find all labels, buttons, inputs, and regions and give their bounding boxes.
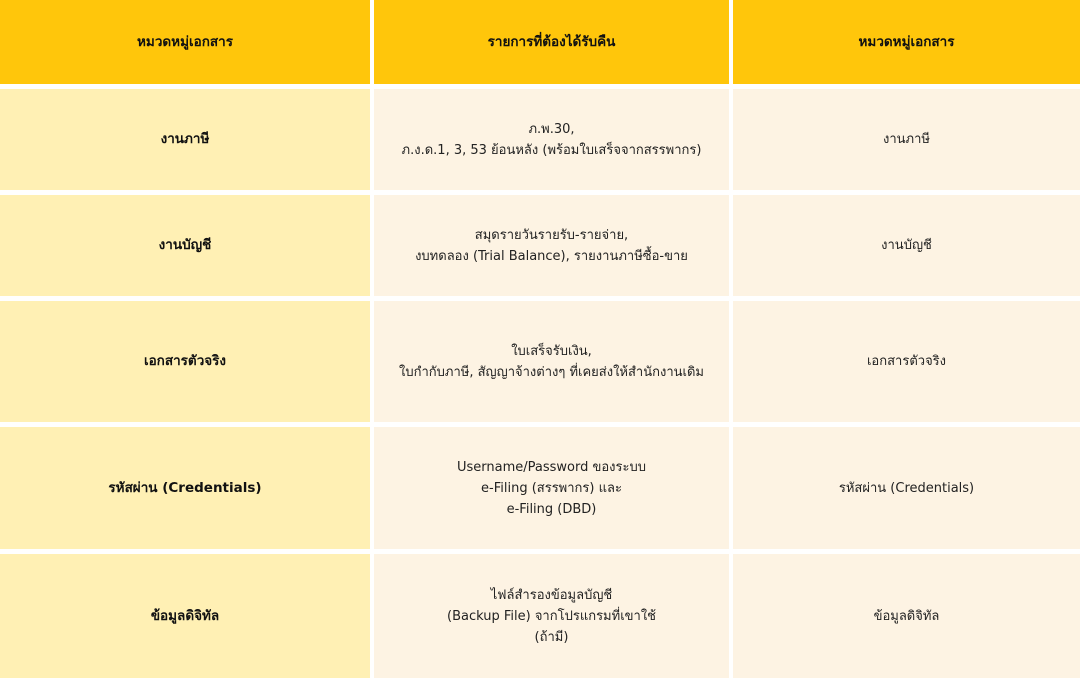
header-category-repeat: หมวดหมู่เอกสาร: [733, 0, 1080, 84]
row-1-items: [374, 89, 729, 190]
row-2-category-repeat: งานบัญชี: [733, 195, 1080, 296]
header-items-to-return: รายการที่ต้องได้รับคืน: [374, 0, 729, 84]
row-4-item-line: Username/Password ของระบบ: [456, 459, 646, 475]
row-3-category: เอกสารตัวจริง: [0, 301, 370, 422]
row-4-category-repeat: รหัสผ่าน (Credentials): [733, 427, 1080, 549]
row-5-item-line: (Backup File) จากโปรแกรมที่เขาใช้: [447, 608, 656, 624]
row-5-item-line: ไฟล์สำรองข้อมูลบัญชี: [490, 587, 613, 603]
row-2-item-line: งบทดลอง (Trial Balance), รายงานภาษีซื้อ-ขาย: [415, 248, 688, 264]
row-1-item-line: ภ.ง.ด.1, 3, 53 ย้อนหลัง (พร้อมใบเสร็จจากสรรพากร): [401, 142, 702, 158]
row-2-items: [374, 195, 729, 296]
row-5-items: [374, 554, 729, 678]
row-5-category-repeat: ข้อมูลดิจิทัล: [733, 554, 1080, 678]
row-2-item-line: สมุดรายวันรายรับ-รายจ่าย,: [474, 227, 629, 243]
row-3-category-repeat: เอกสารตัวจริง: [733, 301, 1080, 422]
row-4-item-line: e-Filing (DBD): [506, 501, 597, 517]
row-3-items: [374, 301, 729, 422]
row-5-category: ข้อมูลดิจิทัล: [0, 554, 370, 678]
row-2-category: งานบัญชี: [0, 195, 370, 296]
row-1-item-line: ภ.พ.30,: [528, 121, 575, 137]
row-5-item-line: (ถ้ามี): [534, 629, 569, 645]
row-1-category: งานภาษี: [0, 89, 370, 190]
row-3-item-line: ใบกำกับภาษี, สัญญาจ้างต่างๆ ที่เคยส่งให้สำนักงานเดิม: [399, 364, 704, 380]
row-4-item-line: e-Filing (สรรพากร) และ: [481, 480, 622, 496]
row-4-items: [374, 427, 729, 549]
header-category: หมวดหมู่เอกสาร: [0, 0, 370, 84]
row-1-category-repeat: งานภาษี: [733, 89, 1080, 190]
row-3-item-line: ใบเสร็จรับเงิน,: [511, 343, 592, 359]
row-4-category: รหัสผ่าน (Credentials): [0, 427, 370, 549]
